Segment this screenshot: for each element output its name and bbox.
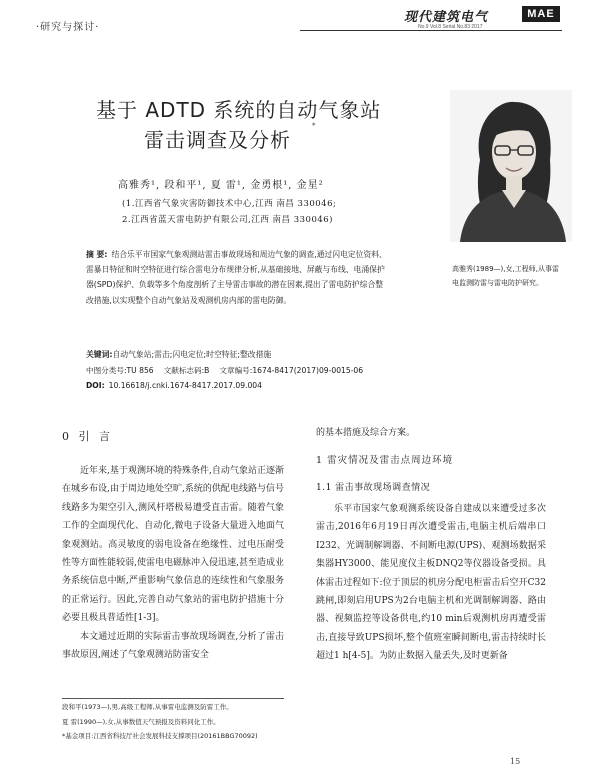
section-heading-1: 1 雷灾情况及雷击点周边环境 (316, 455, 454, 466)
paragraph: 近年来,基于观测环境的特殊条件,自动气象站正逐渐在城乡布设,由于周边地处空旷,系统的供配电线路与信号线路多为架空引入,测风杆塔极易遭受直击雷。随着气象工作的全面现代化、自动化,微电子设备大量进入地面气象观测站。高灵敏度的弱电设备在绝缘性、过电压耐受性等方面性能较弱,使雷电电磁脉冲入侵迅速,甚至造成业务系统信息中断,严重影响气象信息的连续性和气象服务的正常运行。因此,完善自动气象站的雷电防护措施十分必要且极具普适性[1-3]。 (62, 466, 284, 624)
journal-name: 现代建筑电气 (404, 10, 489, 25)
keywords-label: 关键词: (86, 350, 113, 359)
footnote-funding: *基金项目:江西省科技厅社会发展科技支撑项目(20161BBG70092) (62, 732, 258, 740)
section-heading-1-1: 1.1 雷击事故现场调查情况 (316, 483, 431, 493)
body-left-column (62, 462, 284, 664)
doi (86, 381, 262, 390)
abstract-text: 结合乐平市国家气象观测站雷击事故现场和周边气象的调查,通过闪电定位资料、雷暴日特征和时空特征进行综合雷电分布规律分析,从基础接地、屏蔽与布线、电涌保护器(SPD)保护、负载等多个角度剖析了主导雷击事故的潜在因素,提出了雷电防护综合整改措施,以实现整个自动气象站及观测机房内部的雷电防御。 (86, 250, 387, 305)
paragraph: 的基本措施及综合方案。 (316, 428, 416, 438)
keywords (86, 349, 416, 360)
article-title-line-1: 基于 ADTD 系统的自动气象站 (96, 98, 382, 122)
author-photo (450, 90, 572, 242)
footnote-author-3: 夏 雷(1990—),女,从事数值天气预报及资料同化工作。 (62, 718, 220, 726)
section-heading-introduction: 0 引 言 (62, 430, 113, 443)
page-number: 15 (510, 757, 521, 766)
author-bio: 高雅秀(1989—),女,工程师,从事雷电监测防雷与雷电防护研究。 (452, 265, 559, 287)
document-code: 文献标志码:B (163, 366, 210, 375)
doi-text: 10.16618/j.cnki.1674-8417.2017.09.004 (108, 381, 262, 390)
affiliation-1: (1.江西省气象灾害防御技术中心,江西 南昌 330046; (122, 199, 337, 209)
paragraph: 乐平市国家气象观测系统设备自建成以来遭受过多次雷击,2016年6月19日再次遭受雷击,电脑主机后端串口I232、光调制解调器、不间断电源(UPS)、观测场数据采集器HY3000、能见度仪主板DNQ2等仪器设备受损。具体雷击过程如下:位于顶层的机房分配电柜雷击后空开C32跳闸,即刻启用UPS为2台电脑主机和光调制解调器、路由器、视频监控等设备供电,约10 min后观测机房再遭受雷击,直接导致UPS损坏,整个值班室瞬间断电,雷击持续时长超过1 h[4-5]。为防止数据入量丢失,及时更新备 (316, 504, 546, 662)
affiliation-2: 2.江西省蓝天雷电防护有限公司,江西 南昌 330046) (122, 215, 333, 225)
body-right-continuation (316, 424, 546, 442)
header-rule (300, 30, 562, 31)
keywords-text: 自动气象站;雷击;闪电定位;时空特征;整改措施 (112, 350, 272, 359)
journal-issue: No.9 Vol.8 Serial No.83 2017 (418, 24, 483, 30)
classification (86, 365, 426, 376)
title-footnote-marker: * (312, 122, 316, 130)
doi-label: DOI: (86, 381, 105, 390)
clc-number: 中图分类号:TU 856 (86, 366, 154, 375)
article-number: 文章编号:1674-8417(2017)09-0015-06 (219, 366, 364, 375)
body-right-column (316, 500, 546, 666)
footnote-author-2: 段和平(1973—),男,高级工程师,从事雷电监测及防雷工作。 (62, 703, 233, 711)
author-list: 高雅秀¹, 段和平¹, 夏 雷¹, 金勇根¹, 金星² (118, 180, 324, 191)
article-title-line-2: 雷击调查及分析 (144, 128, 291, 152)
journal-logo: MAE (522, 6, 560, 22)
paragraph: 本文通过近期的实际雷击事故现场调查,分析了雷击事故原因,阐述了气象观测站防雷安全 (62, 631, 284, 661)
abstract (86, 247, 388, 308)
abstract-label: 摘 要: (86, 250, 108, 259)
section-tag: ·研究与探讨· (36, 22, 100, 33)
footnote-rule (62, 698, 284, 699)
